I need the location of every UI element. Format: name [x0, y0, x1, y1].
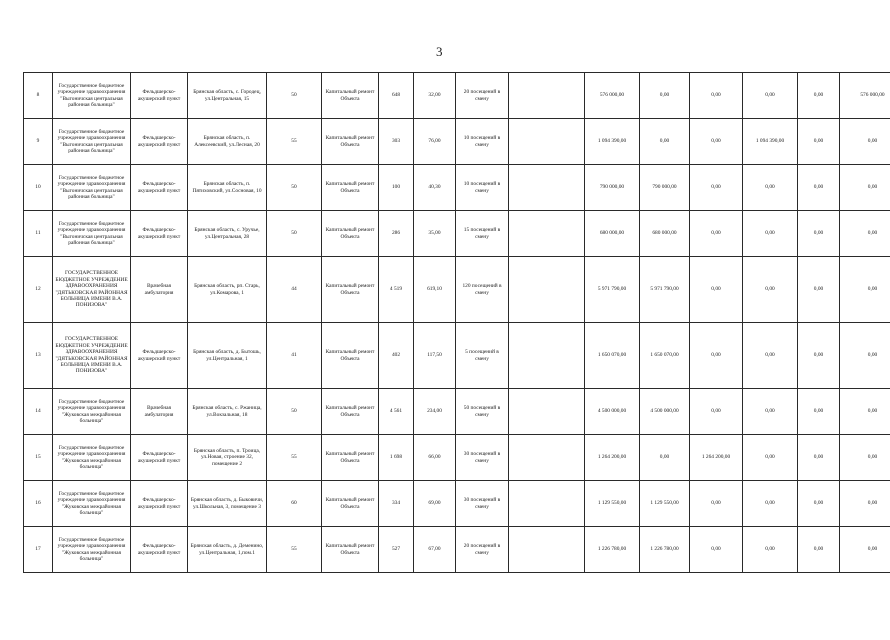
cost-year-3: 0,00	[743, 73, 798, 119]
cost-year-1: 4 500 000,00	[640, 389, 690, 435]
work-type: Капитальный ремонт Объекта	[322, 435, 379, 481]
address: Брянская область, с. Уручье, ул.Центральная, 28	[188, 211, 267, 257]
row-number: 13	[24, 323, 53, 389]
total-cost: 1 650 070,00	[585, 323, 640, 389]
cost-year-3: 0,00	[743, 323, 798, 389]
institution-name: ГОСУДАРСТВЕННОЕ БЮДЖЕТНОЕ УЧРЕЖДЕНИЕ ЗДРАВООХРАНЕНИЯ "ДЯТЬКОВСКАЯ РАЙОННАЯ БОЛЬНИЦА ИМЕНИ В.А. ПОНИЗОВА"	[53, 257, 131, 323]
capacity: 5 посещений в смену	[456, 323, 509, 389]
column-7-value: 76,00	[414, 119, 456, 165]
table-row	[24, 73, 890, 119]
address: Брянская область, с. Городец, ул.Центральная, 15	[188, 73, 267, 119]
work-type: Капитальный ремонт Объекта	[322, 257, 379, 323]
cost-year-1: 790 000,00	[640, 165, 690, 211]
cost-year-2: 0,00	[690, 527, 743, 573]
cost-year-3: 0,00	[743, 527, 798, 573]
column-4-value: 60	[267, 481, 322, 527]
institution-name: ГОСУДАРСТВЕННОЕ БЮДЖЕТНОЕ УЧРЕЖДЕНИЕ ЗДРАВООХРАНЕНИЯ "ДЯТЬКОВСКАЯ РАЙОННАЯ БОЛЬНИЦА ИМЕНИ В.А. ПОНИЗОВА"	[53, 323, 131, 389]
table-row	[24, 257, 890, 323]
work-type: Капитальный ремонт Объекта	[322, 481, 379, 527]
row-number: 16	[24, 481, 53, 527]
cost-year-4: 0,00	[798, 165, 840, 211]
facility-type: Фельдшерско-акушерский пункт	[131, 73, 188, 119]
institution-name: Государственное бюджетное учреждение здравоохранения "Жуковская межрайонная больница"	[53, 527, 131, 573]
facility-type: Фельдшерско-акушерский пункт	[131, 323, 188, 389]
cost-year-2: 0,00	[690, 389, 743, 435]
column-7-value: 117,50	[414, 323, 456, 389]
cost-year-1: 0,00	[640, 435, 690, 481]
cost-year-5: 0,00	[840, 119, 890, 165]
column-4-value: 55	[267, 119, 322, 165]
address: Брянская область, с. Ржаница, ул.Вокзальная, 18	[188, 389, 267, 435]
facility-type: Врачебная амбулатория	[131, 257, 188, 323]
cost-year-1: 5 971 790,00	[640, 257, 690, 323]
column-4-value: 50	[267, 389, 322, 435]
institution-name: Государственное бюджетное учреждение здравоохранения "Жуковская межрайонная больница"	[53, 389, 131, 435]
column-9-value	[509, 481, 585, 527]
cost-year-1: 0,00	[640, 73, 690, 119]
facility-type: Фельдшерско-акушерский пункт	[131, 435, 188, 481]
row-number: 8	[24, 73, 53, 119]
address: Брянская область, рп. Старь, ул.Комарова, 1	[188, 257, 267, 323]
capacity: 20 посещений в смену	[456, 73, 509, 119]
total-cost: 1 264 200,00	[585, 435, 640, 481]
cost-year-2: 0,00	[690, 73, 743, 119]
cost-year-5: 0,00	[840, 211, 890, 257]
cost-year-5: 0,00	[840, 481, 890, 527]
cost-year-5: 0,00	[840, 435, 890, 481]
cost-year-1: 1 129 550,00	[640, 481, 690, 527]
table-row	[24, 119, 890, 165]
address: Брянская область, п. Троица, ул.Новая, строение 32, помещение 2	[188, 435, 267, 481]
address: Брянская область, д. Бытошь, ул.Центральная, 1	[188, 323, 267, 389]
table-row	[24, 435, 890, 481]
area-value: 527	[379, 527, 414, 573]
area-value: 1 698	[379, 435, 414, 481]
area-value: 334	[379, 481, 414, 527]
capacity: 50 посещений в смену	[456, 389, 509, 435]
column-7-value: 35,00	[414, 211, 456, 257]
cost-year-3: 0,00	[743, 211, 798, 257]
column-9-value	[509, 435, 585, 481]
column-4-value: 44	[267, 257, 322, 323]
total-cost: 4 500 000,00	[585, 389, 640, 435]
area-value: 4 519	[379, 257, 414, 323]
column-4-value: 50	[267, 73, 322, 119]
column-4-value: 55	[267, 435, 322, 481]
cost-year-5: 0,00	[840, 389, 890, 435]
facility-type: Фельдшерско-акушерский пункт	[131, 527, 188, 573]
capacity: 30 посещений в смену	[456, 435, 509, 481]
work-type: Капитальный ремонт Объекта	[322, 73, 379, 119]
cost-year-5: 0,00	[840, 527, 890, 573]
cost-year-4: 0,00	[798, 435, 840, 481]
column-7-value: 32,00	[414, 73, 456, 119]
cost-year-2: 0,00	[690, 211, 743, 257]
column-7-value: 69,00	[414, 481, 456, 527]
institution-name: Государственное бюджетное учреждение здравоохранения "Жуковская межрайонная больница"	[53, 481, 131, 527]
column-4-value: 50	[267, 211, 322, 257]
cost-year-2: 1 264 200,00	[690, 435, 743, 481]
column-9-value	[509, 119, 585, 165]
column-9-value	[509, 527, 585, 573]
row-number: 10	[24, 165, 53, 211]
column-7-value: 234,00	[414, 389, 456, 435]
cost-year-5: 576 000,00	[840, 73, 890, 119]
area-value: 4 561	[379, 389, 414, 435]
cost-year-2: 0,00	[690, 323, 743, 389]
facility-type: Врачебная амбулатория	[131, 389, 188, 435]
institution-name: Государственное бюджетное учреждение здравоохранения "Выгоничская центральная районная больница"	[53, 73, 131, 119]
capacity: 10 посещений в смену	[456, 119, 509, 165]
cost-year-2: 0,00	[690, 481, 743, 527]
institution-name: Государственное бюджетное учреждение здравоохранения "Выгоничская центральная районная больница"	[53, 165, 131, 211]
cost-year-3: 1 094 390,00	[743, 119, 798, 165]
cost-year-4: 0,00	[798, 73, 840, 119]
cost-year-1: 0,00	[640, 119, 690, 165]
cost-year-3: 0,00	[743, 481, 798, 527]
cost-year-2: 0,00	[690, 119, 743, 165]
capacity: 15 посещений в смену	[456, 211, 509, 257]
page-number: 3	[436, 44, 443, 59]
row-number: 14	[24, 389, 53, 435]
address: Брянская область, п. Алексеевский, ул.Лесная, 20	[188, 119, 267, 165]
total-cost: 680 000,00	[585, 211, 640, 257]
cost-year-5: 0,00	[840, 165, 890, 211]
area-value: 100	[379, 165, 414, 211]
column-7-value: 619,10	[414, 257, 456, 323]
cost-year-4: 0,00	[798, 211, 840, 257]
work-type: Капитальный ремонт Объекта	[322, 211, 379, 257]
table-row	[24, 211, 890, 257]
table-row	[24, 323, 890, 389]
column-9-value	[509, 211, 585, 257]
row-number: 17	[24, 527, 53, 573]
column-7-value: 66,00	[414, 435, 456, 481]
cost-year-4: 0,00	[798, 389, 840, 435]
capacity: 10 посещений в смену	[456, 165, 509, 211]
table-row	[24, 389, 890, 435]
table-row	[24, 527, 890, 573]
column-9-value	[509, 73, 585, 119]
institution-name: Государственное бюджетное учреждение здравоохранения "Выгоничская центральная районная больница"	[53, 119, 131, 165]
column-4-value: 50	[267, 165, 322, 211]
cost-year-3: 0,00	[743, 389, 798, 435]
cost-year-4: 0,00	[798, 323, 840, 389]
table-row	[24, 165, 890, 211]
cost-year-2: 0,00	[690, 257, 743, 323]
row-number: 12	[24, 257, 53, 323]
work-type: Капитальный ремонт Объекта	[322, 119, 379, 165]
cost-year-4: 0,00	[798, 481, 840, 527]
column-9-value	[509, 389, 585, 435]
cost-year-1: 680 000,00	[640, 211, 690, 257]
facility-type: Фельдшерско-акушерский пункт	[131, 119, 188, 165]
cost-year-3: 0,00	[743, 257, 798, 323]
row-number: 11	[24, 211, 53, 257]
total-cost: 790 000,00	[585, 165, 640, 211]
cost-year-1: 1 650 070,00	[640, 323, 690, 389]
institution-name: Государственное бюджетное учреждение здравоохранения "Жуковская межрайонная больница"	[53, 435, 131, 481]
facility-type: Фельдшерско-акушерский пункт	[131, 165, 188, 211]
work-type: Капитальный ремонт Объекта	[322, 527, 379, 573]
facilities-table	[23, 72, 890, 573]
cost-year-4: 0,00	[798, 257, 840, 323]
column-7-value: 67,00	[414, 527, 456, 573]
column-9-value	[509, 165, 585, 211]
address: Брянская область, п. Пятиховский, ул.Сосновая, 10	[188, 165, 267, 211]
capacity: 30 посещений в смену	[456, 481, 509, 527]
area-value: 402	[379, 323, 414, 389]
column-4-value: 55	[267, 527, 322, 573]
institution-name: Государственное бюджетное учреждение здравоохранения "Выгоничская центральная районная больница"	[53, 211, 131, 257]
capacity: 120 посещений в смену	[456, 257, 509, 323]
cost-year-1: 1 226 780,00	[640, 527, 690, 573]
cost-year-5: 0,00	[840, 257, 890, 323]
address: Брянская область, д. Деменино, ул.Центральная, 1,пом.1	[188, 527, 267, 573]
column-9-value	[509, 323, 585, 389]
address: Брянская область, д. Быковичи, ул.Школьная, 3, помещение 3	[188, 481, 267, 527]
cost-year-4: 0,00	[798, 527, 840, 573]
work-type: Капитальный ремонт Объекта	[322, 323, 379, 389]
column-4-value: 41	[267, 323, 322, 389]
area-value: 286	[379, 211, 414, 257]
column-7-value: 40,30	[414, 165, 456, 211]
area-value: 648	[379, 73, 414, 119]
total-cost: 576 000,00	[585, 73, 640, 119]
table-body	[24, 73, 890, 573]
facility-type: Фельдшерско-акушерский пункт	[131, 211, 188, 257]
total-cost: 1 226 780,00	[585, 527, 640, 573]
cost-year-5: 0,00	[840, 323, 890, 389]
cost-year-4: 0,00	[798, 119, 840, 165]
total-cost: 5 971 790,00	[585, 257, 640, 323]
capacity: 20 посещений в смену	[456, 527, 509, 573]
work-type: Капитальный ремонт Объекта	[322, 389, 379, 435]
area-value: 303	[379, 119, 414, 165]
cost-year-2: 0,00	[690, 165, 743, 211]
work-type: Капитальный ремонт Объекта	[322, 165, 379, 211]
facility-type: Фельдшерско-акушерский пункт	[131, 481, 188, 527]
total-cost: 1 094 390,00	[585, 119, 640, 165]
cost-year-3: 0,00	[743, 165, 798, 211]
row-number: 15	[24, 435, 53, 481]
row-number: 9	[24, 119, 53, 165]
table-row	[24, 481, 890, 527]
total-cost: 1 129 550,00	[585, 481, 640, 527]
column-9-value	[509, 257, 585, 323]
cost-year-3: 0,00	[743, 435, 798, 481]
